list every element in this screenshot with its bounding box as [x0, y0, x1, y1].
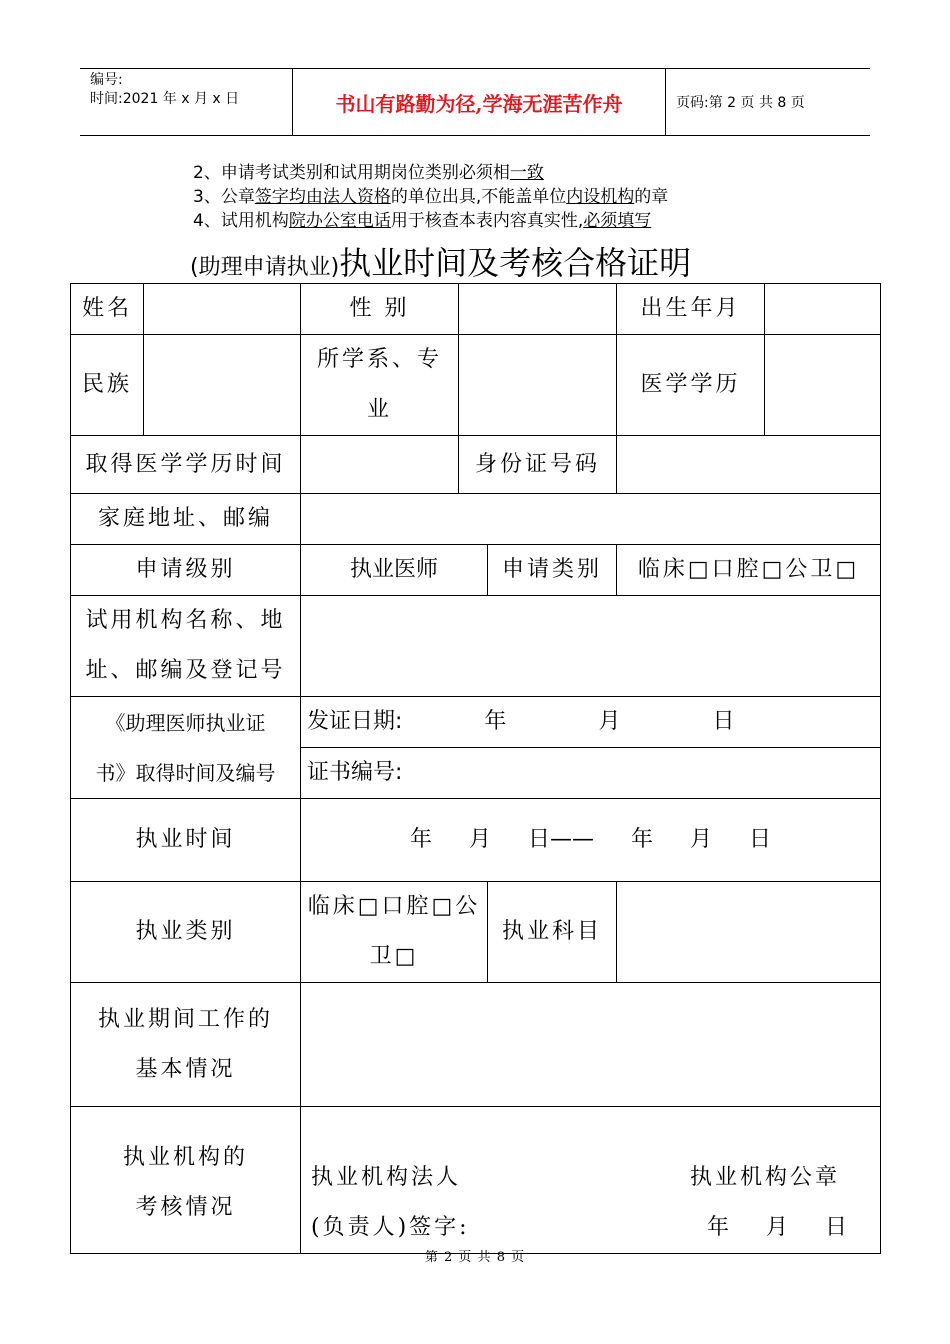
page-title	[190, 238, 691, 284]
time-label: 时间:2021 年 x 月 x 日	[90, 91, 240, 107]
org-seal-label: 执业机构公章	[690, 1165, 841, 1190]
note-2: 2、申请考试类别和试用期岗位类别必须相一致	[193, 163, 544, 183]
title-main: 执业时间及考核合格证明	[339, 244, 692, 282]
cert-label: 《助理医师执业证 书》取得时间及编号	[71, 697, 301, 799]
motto: 书山有路勤为径,学海无涯苦作舟	[292, 69, 666, 135]
dept-major-label: 所学系、专 业	[301, 335, 459, 436]
assessment-field[interactable]	[301, 1107, 881, 1254]
edu-time-field[interactable]	[301, 436, 459, 494]
note-3: 3、公章签字均由法人资格的单位出具,不能盖单位内设机构的章	[193, 187, 669, 207]
work-situation-label: 执业期间工作的 基本情况	[71, 983, 301, 1107]
number-label: 编号:	[90, 72, 123, 88]
practice-type-value[interactable]: 临床□口腔□公卫□	[301, 882, 488, 983]
name-field[interactable]	[144, 284, 301, 335]
dept-major-field[interactable]	[459, 335, 617, 436]
education-label: 医学学历	[617, 335, 765, 436]
apply-level-value: 执业医师	[301, 545, 488, 596]
notes	[193, 161, 668, 233]
education-field[interactable]	[765, 335, 881, 436]
page-footer: 第 2 页 共 8 页	[424, 1250, 526, 1265]
id-number-label: 身份证号码	[459, 436, 617, 494]
work-situation-field[interactable]	[301, 983, 881, 1107]
signature-label: (负责人)签字:	[311, 1215, 470, 1240]
gender-field[interactable]	[459, 284, 617, 335]
trial-org-field[interactable]	[301, 596, 881, 697]
assessment-label: 执业机构的 考核情况	[71, 1107, 301, 1254]
apply-type-label: 申请类别	[488, 545, 617, 596]
trial-org-label: 试用机构名称、地 址、邮编及登记号	[71, 596, 301, 697]
header-meta	[80, 69, 292, 135]
practice-subject-field[interactable]	[617, 882, 881, 983]
address-field[interactable]	[301, 494, 881, 545]
practice-type-label: 执业类别	[71, 882, 301, 983]
address-label: 家庭地址、邮编	[71, 494, 301, 545]
id-number-field[interactable]	[617, 436, 881, 494]
page-header	[80, 68, 870, 136]
apply-type-value[interactable]: 临床□口腔□公卫□	[617, 545, 881, 596]
seal-date: 年 月 日	[707, 1215, 851, 1240]
apply-level-label: 申请级别	[71, 545, 301, 596]
name-label: 姓名	[71, 284, 144, 335]
page-info: 页码:第 2 页 共 8 页	[676, 95, 805, 111]
birth-label: 出生年月	[617, 284, 765, 335]
title-prefix: (助理申请执业)	[190, 255, 340, 280]
practice-time-label: 执业时间	[71, 799, 301, 882]
ethnicity-label: 民族	[71, 335, 144, 436]
certificate-form	[70, 283, 881, 1254]
practice-time-range[interactable]: 年 月 日—— 年 月 日	[301, 799, 881, 882]
gender-label: 性 别	[301, 284, 459, 335]
ethnicity-field[interactable]	[144, 335, 301, 436]
edu-time-label: 取得医学学历时间	[71, 436, 301, 494]
cert-number-field[interactable]: 证书编号:	[301, 748, 881, 799]
legal-person-label: 执业机构法人	[311, 1165, 462, 1190]
note-4: 4、试用机构院办公室电话用于核查本表内容真实性,必须填写	[193, 211, 652, 231]
issue-date-field[interactable]: 发证日期: 年 月 日	[301, 697, 881, 748]
practice-subject-label: 执业科目	[488, 882, 617, 983]
birth-field[interactable]	[765, 284, 881, 335]
